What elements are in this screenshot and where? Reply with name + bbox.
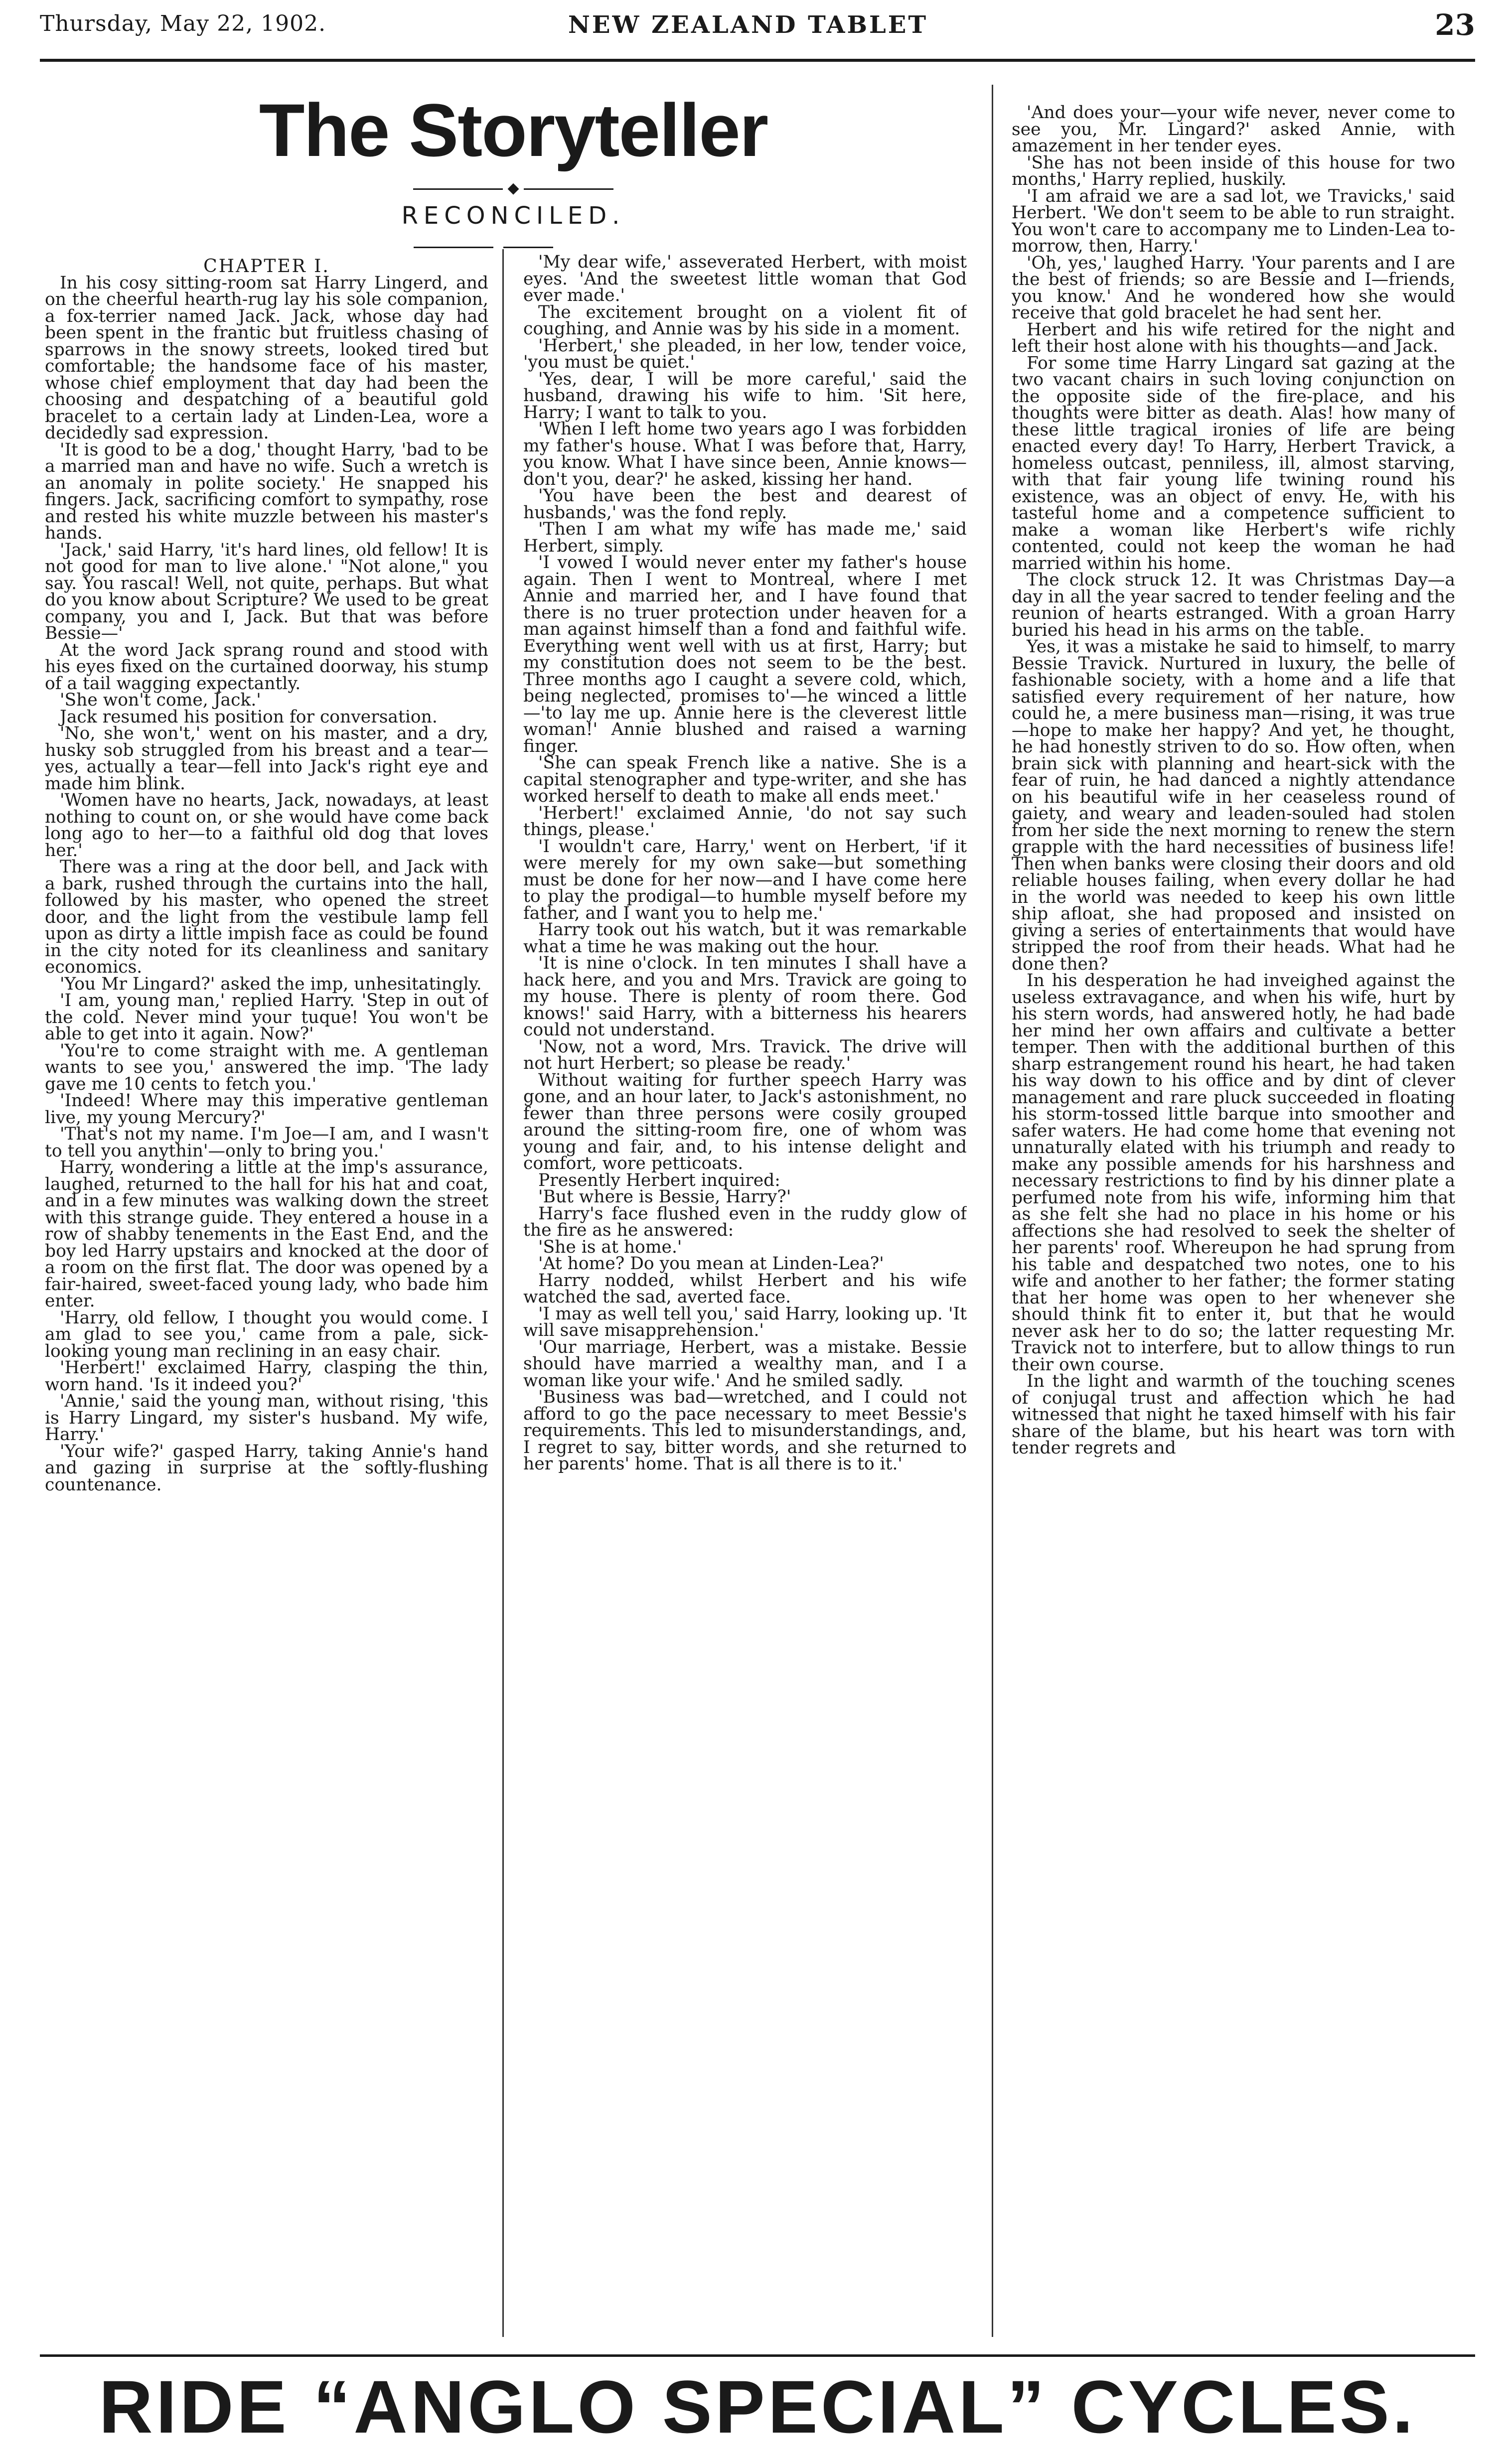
paragraph: 'She is at home.' <box>538 1237 682 1257</box>
paragraph: 'She won't come, Jack.' <box>60 690 261 710</box>
column-2-body <box>523 254 967 1473</box>
paragraph: 'She has not been inside of this house for two months,' Harry replied, huskily. <box>1012 152 1455 189</box>
story-title: RECONCILED. <box>401 202 625 230</box>
column-divider-2 <box>992 85 993 2337</box>
paragraph: Harry took out his watch, but it was remarkable what a time he was making out the hour. <box>523 920 967 957</box>
paragraph: Jack resumed his position for conversation. <box>60 707 438 727</box>
paragraph: Yes, it was a mistake he said to himself, to marry Bessie Travick. Nurtured in luxury, the belle of fashionable society, with a home and a life that satisfied every requirement of her nature, how could he, a mere business man—rising, it was true—hope to make her happy? And yet, he thought, he had honestly striven to do so. How often, when brain sick with planning and heart-sick with the fear of ruin, he had danced a nightly attendance on his beautiful wife in her ceaseless round of gaiety, and weary and leaden-souled had stolen from her side the next morning to renew the stern grapple with the hard necessities of business life! Then when banks were closing their doors and old reliable houses failing, when every dollar he had in the world was needed to keep his own little ship afloat, she had proposed and insisted on giving a series of entertainments that would have stripped the roof from their heads. What had he done then? <box>1012 637 1455 974</box>
page-number: 23 <box>1435 8 1475 42</box>
paragraph: Herbert and his wife retired for the night and left their host alone with his thoughts—and Jack. <box>1012 319 1455 356</box>
paragraph: 'Business was bad—wretched, and I could not afford to go the pace necessary to meet Bessie's requirements. This led to misunderstandings, and, I regret to say, bitter words, and she returned to her parents' home. That is all there is to it.' <box>523 1387 967 1474</box>
cycles-advertisement: RIDE “ANGLO SPECIAL” CYCLES. <box>99 2365 1416 2449</box>
paragraph: 'Our marriage, Herbert, was a mistake. Bessie should have married a wealthy man, and I a woman like your wife.' And he smiled sadly. <box>523 1337 967 1391</box>
paragraph: 'You're to come straight with me. A gentleman wants to see you,' answered the imp. 'The lady gave me 10 cents to fetch you.' <box>45 1040 488 1094</box>
paragraph: 'Women have no hearts, Jack, nowadays, at least nothing to count on, or she would have come back long ago to her—to a faithful old dog that loves her.' <box>45 790 488 861</box>
paragraph: Harry nodded, whilst Herbert and his wife watched the sad, averted face. <box>523 1270 967 1307</box>
paragraph: 'I may as well tell you,' said Harry, looking up. 'It will save misapprehension.' <box>523 1304 967 1340</box>
paragraph: 'And does your—your wife never, never come to see you, Mr. Lingard?' asked Annie, with amazement in her tender eyes. <box>1012 105 1455 156</box>
paragraph: Harry's face flushed even in the ruddy glow of the fire as he answered: <box>523 1203 967 1240</box>
paragraph: 'Herbert!' exclaimed Annie, 'do not say such things, please.' <box>523 803 967 840</box>
paragraph: In the light and warmth of the touching scenes of conjugal trust and affection which he had witnessed that night he taxed himself with his fair share of the blame, but his heart was torn with tender regrets and <box>1012 1371 1455 1458</box>
paragraph: The clock struck 12. It was Christmas Day—a day in all the year sacred to tender feeling and the reunion of hearts estranged. With a groan Harry buried his head in his arms on the table. <box>1012 570 1455 640</box>
paragraph: 'You Mr Lingard?' asked the imp, unhesitatingly. <box>60 974 482 994</box>
masthead-rule <box>40 59 1475 62</box>
paragraph: 'It is nine o'clock. In ten minutes I shall have a hack here, and you and Mrs. Travick are going to my house. There is plenty of room there. God knows!' said Harry, with a bitterness his hearers could not understand. <box>523 953 967 1040</box>
paragraph: 'I wouldn't care, Harry,' went on Herbert, 'if it were merely for my own sake—but something must be done for her now—and I have come here to play the prodigal—to humble myself before my father, and I want you to help me.' <box>523 836 967 923</box>
paragraph: 'Then I am what my wife has made me,' said Herbert, simply. <box>523 519 967 556</box>
paragraph: 'When I left home two years ago I was forbidden my father's house. What I was before that, Harry, you know. What I have since been, Annie knows—don't you, dear?' he asked, kissing her hand. <box>523 419 967 489</box>
paragraph: 'Jack,' said Harry, 'it's hard lines, old fellow! It is not good for man to live alone.' "Not alone," you say. You rascal! Well, not quite, perhaps. But what do you know about Scripture? We used to be great company, you and I, Jack. But that was before Bessie—' <box>45 540 488 643</box>
paragraph: 'Indeed! Where may this imperative gentleman live, my young Mercury?' <box>45 1091 488 1128</box>
publication-name: NEW ZEALAND TABLET <box>568 11 928 39</box>
column-3 <box>1012 105 1455 2357</box>
paragraph: The excitement brought on a violent fit of coughing, and Annie was by his side in a moment. <box>523 302 967 339</box>
column-1 <box>45 85 488 2337</box>
paragraph: Harry, wondering a little at the imp's assurance, laughed, returned to the hall for his hat and coat, and in a few minutes was walking down the street with this strange guide. They entered a house in a row of shabby tenements in the East End, and the boy led Harry upstairs and knocked at the door of a room on the first flat. The door was opened by a fair-haired, sweet-faced young lady, who bade him enter. <box>45 1158 488 1311</box>
issue-date: Thursday, May 22, 1902. <box>40 11 326 36</box>
column-1-body <box>45 254 488 1493</box>
paragraph: In his cosy sitting-room sat Harry Lingerd, and on the cheerful hearth-rug lay his sole companion, a fox-terrier named Jack. Jack, whose day had been spent in the frantic but fruitless chasing of sparrows in the snowy streets, looked tired but comfortable; the handsome face of his master, whose chief employment that day had been the choosing and despatching of a beautiful gold bracelet to a certain lady at Linden-Lea, wore a decidedly sad expression. <box>45 273 488 443</box>
paragraph: 'Now, not a word, Mrs. Travick. The drive will not hurt Herbert; so please be ready.' <box>523 1036 967 1073</box>
section-title: The Storyteller <box>259 88 768 172</box>
chapter-heading: CHAPTER I. <box>203 256 330 277</box>
paragraph: 'Herbert,' she pleaded, in her low, tender voice, 'you must be quiet.' <box>523 335 967 372</box>
paragraph: 'You have been the best and dearest of husbands,' was the fond reply. <box>523 486 967 523</box>
paragraph: 'Harry, old fellow, I thought you would come. I am glad to see you,' came from a pale, sick-looking young man reclining in an easy chair. <box>45 1307 488 1361</box>
ornament-diamond: ◆ <box>507 179 519 197</box>
paragraph: 'My dear wife,' asseverated Herbert, with moist eyes. 'And the sweetest little woman that God ever made.' <box>523 252 967 305</box>
paragraph: 'Your wife?' gasped Harry, taking Annie's hand and gazing in surprise at the softly-flushing countenance. <box>45 1441 488 1495</box>
paragraph: 'At home? Do you mean at Linden-Lea?' <box>538 1254 884 1274</box>
paragraph: 'I vowed I would never enter my father's house again. Then I went to Montreal, where I met Annie and married her, and I have found that there is no truer protection under heaven for a man against himself than a fond and faithful wife. Everything went well with us at first, Harry; but my constitution does not seem to be the best. Three months ago I caught a severe cold, which, being neglected, promises to'—he winced a little—'to lay me up. Annie here is the cleverest little woman!' Annie blushed and raised a warning finger. <box>523 553 967 756</box>
paragraph: In his desperation he had inveighed against the useless extravagance, and when his wife, hurt by his stern words, had answered hotly, he had bade her mind her own affairs and cultivate a better temper. Then with the additional burthen of this sharp estrangement round his heart, he had taken his way down to his office and by dint of clever management and rare pluck succeeded in floating his storm-tossed little barque into smoother and safer waters. He had come home that evening not unnaturally elated with his triumph and ready to make any possible amends for his harshness and necessary restrictions to find by his dinner plate a perfumed note from his wife, informing him that as she felt she had no place in his home or his affections she had resolved to seek the shelter of her parents' roof. Whereupon he had sprung from his table and despatched two notes, one to his wife and another to her father; the former stating that her home was open to her whenever she should think fit to enter it, but that he would never ask her to do so; the latter requesting Mr. Travick not to interfere, but to allow things to run their own course. <box>1012 971 1455 1375</box>
paragraph: Presently Herbert inquired: <box>538 1170 780 1190</box>
paragraph: 'I am afraid we are a sad lot, we Travicks,' said Herbert. 'We don't seem to be able to run straight. You won't care to accompany me to Linden-Lea to-morrow, then, Harry.' <box>1012 186 1455 256</box>
column-divider-1 <box>502 249 504 2337</box>
paragraph: 'It is good to be a dog,' thought Harry, 'bad to be a married man and have no wife. Such a wretch is an anomaly in polite society.' He snapped his fingers. Jack, sacrificing comfort to sympathy, rose and rested his white muzzle between his master's hands. <box>45 439 488 543</box>
advertisement-rule <box>40 2354 1475 2357</box>
paragraph: 'But where is Bessie, Harry?' <box>538 1187 791 1207</box>
column-2 <box>523 85 967 2337</box>
paragraph: 'No, she won't,' went on his master, and a dry, husky sob struggled from his breast and a tear—yes, actually a tear—fell into Jack's right eye and made him blink. <box>45 724 488 794</box>
paragraph: 'That's not my name. I'm Joe—I am, and I wasn't to tell you anythin'—only to bring you.' <box>45 1124 488 1161</box>
paragraph: For some time Harry Lingard sat gazing at the two vacant chairs in such loving conjunction on the opposite side of the fire-place, and his thoughts were bitter as death. Alas! how many of these little tragical ironies of life are being enacted every day! To Harry, Herbert Travick, a homeless outcast, penniless, ill, almost starving, with that fair young life twining round his existence, was an object of envy. He, with his tasteful home and a competence sufficient to make a woman like Herbert's wife richly contented, could not keep the woman he had married within his home. <box>1012 353 1455 574</box>
paragraph: There was a ring at the door bell, and Jack with a bark, rushed through the curtains into the hall, followed by his master, who opened the street door, and the light from the vestibule lamp fell upon as dirty a little impish face as could be found in the city noted for its cleanliness and sanitary economics. <box>45 857 488 977</box>
paragraph: 'Oh, yes,' laughed Harry. 'Your parents and I are the best of friends; so are Bessie and I—friends, you know.' And he wondered how she would receive that gold bracelet he had sent her. <box>1012 253 1455 323</box>
paragraph: 'Herbert!' exclaimed Harry, clasping the thin, worn hand. 'Is it indeed you?' <box>45 1358 488 1395</box>
paragraph: 'Annie,' said the young man, without rising, 'this is Harry Lingard, my sister's husband. My wife, Harry.' <box>45 1391 488 1445</box>
paragraph: Without waiting for further speech Harry was gone, and an hour later, to Jack's astonishment, no fewer than three persons were cosily grouped around the sitting-room fire, one of whom was young and fair, and, to his intense delight and comfort, wore petticoats. <box>523 1070 967 1173</box>
paragraph: 'She can speak French like a native. She is a capital stenographer and type-writer, and she has worked herself to death to make all ends meet.' <box>523 753 967 806</box>
paragraph: 'Yes, dear, I will be more careful,' said the husband, drawing his wife to him. 'Sit here, Harry; I want to talk to you. <box>523 369 967 423</box>
paragraph: At the word Jack sprang round and stood with his eyes fixed on the curtained doorway, his stump of a tail wagging expectantly. <box>45 640 488 694</box>
paragraph: 'I am, young man,' replied Harry. 'Step in out of the cold. Never mind your tuque! You won't be able to get into it again. Now?' <box>45 991 488 1044</box>
